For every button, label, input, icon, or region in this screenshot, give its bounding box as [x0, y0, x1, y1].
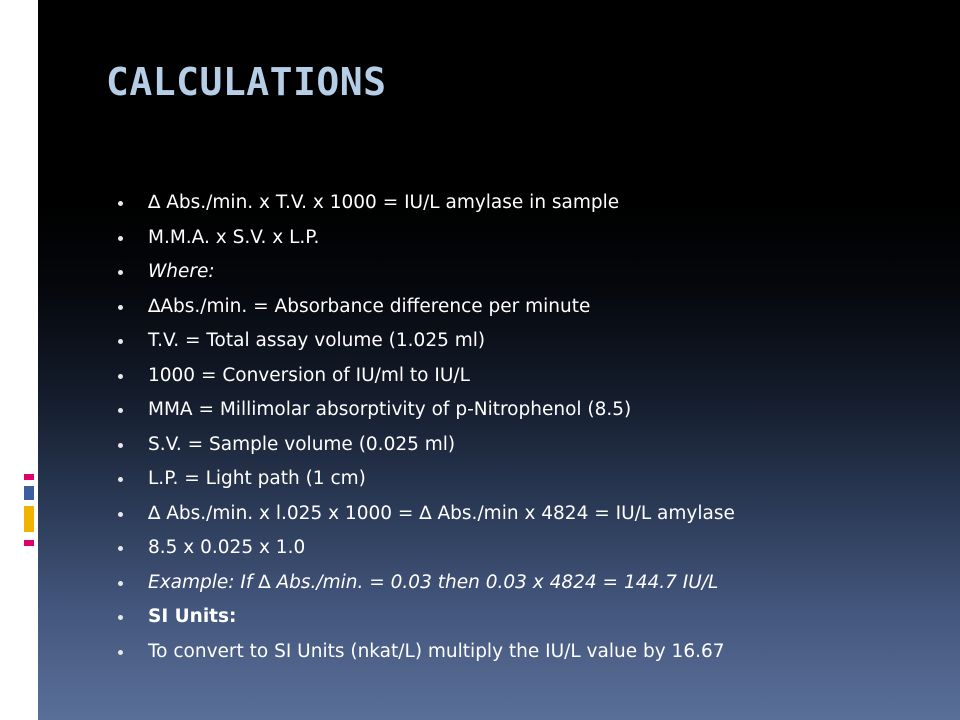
bullet-item: ∆ Abs./min. x l.025 x 1000 = ∆ Abs./min x 4824 = IU/L amylase	[110, 497, 950, 532]
slide	[38, 0, 960, 720]
bullet-item: L.P. = Light path (1 cm)	[110, 462, 950, 497]
slide-title: CALCULATIONS	[106, 60, 387, 104]
bullet-item: M.M.A. x S.V. x L.P.	[110, 221, 950, 256]
bullet-item: 8.5 x 0.025 x 1.0	[110, 531, 950, 566]
bullet-item: MMA = Millimolar absorptivity of p-Nitrophenol (8.5)	[110, 393, 950, 428]
bullet-item: ∆Abs./min. = Absorbance difference per minute	[110, 290, 950, 325]
bullet-item: T.V. = Total assay volume (1.025 ml)	[110, 324, 950, 359]
bullet-item: S.V. = Sample volume (0.025 ml)	[110, 428, 950, 463]
bullet-list	[110, 186, 950, 669]
bullet-item: To convert to SI Units (nkat/L) multiply the IU/L value by 16.67	[110, 635, 950, 670]
accent-bar-blue	[24, 486, 34, 500]
accent-bar-pink-1	[24, 474, 34, 480]
bullet-item: ∆ Abs./min. x T.V. x 1000 = IU/L amylase in sample	[110, 186, 950, 221]
bullet-item: SI Units:	[110, 600, 950, 635]
bullet-item: Example: If ∆ Abs./min. = 0.03 then 0.03 x 4824 = 144.7 IU/L	[110, 566, 950, 601]
left-band	[0, 0, 38, 720]
bullet-item: Where:	[110, 255, 950, 290]
accent-bar-pink-2	[24, 540, 34, 546]
bullet-item: 1000 = Conversion of IU/ml to IU/L	[110, 359, 950, 394]
accent-bar-yellow	[24, 506, 34, 532]
